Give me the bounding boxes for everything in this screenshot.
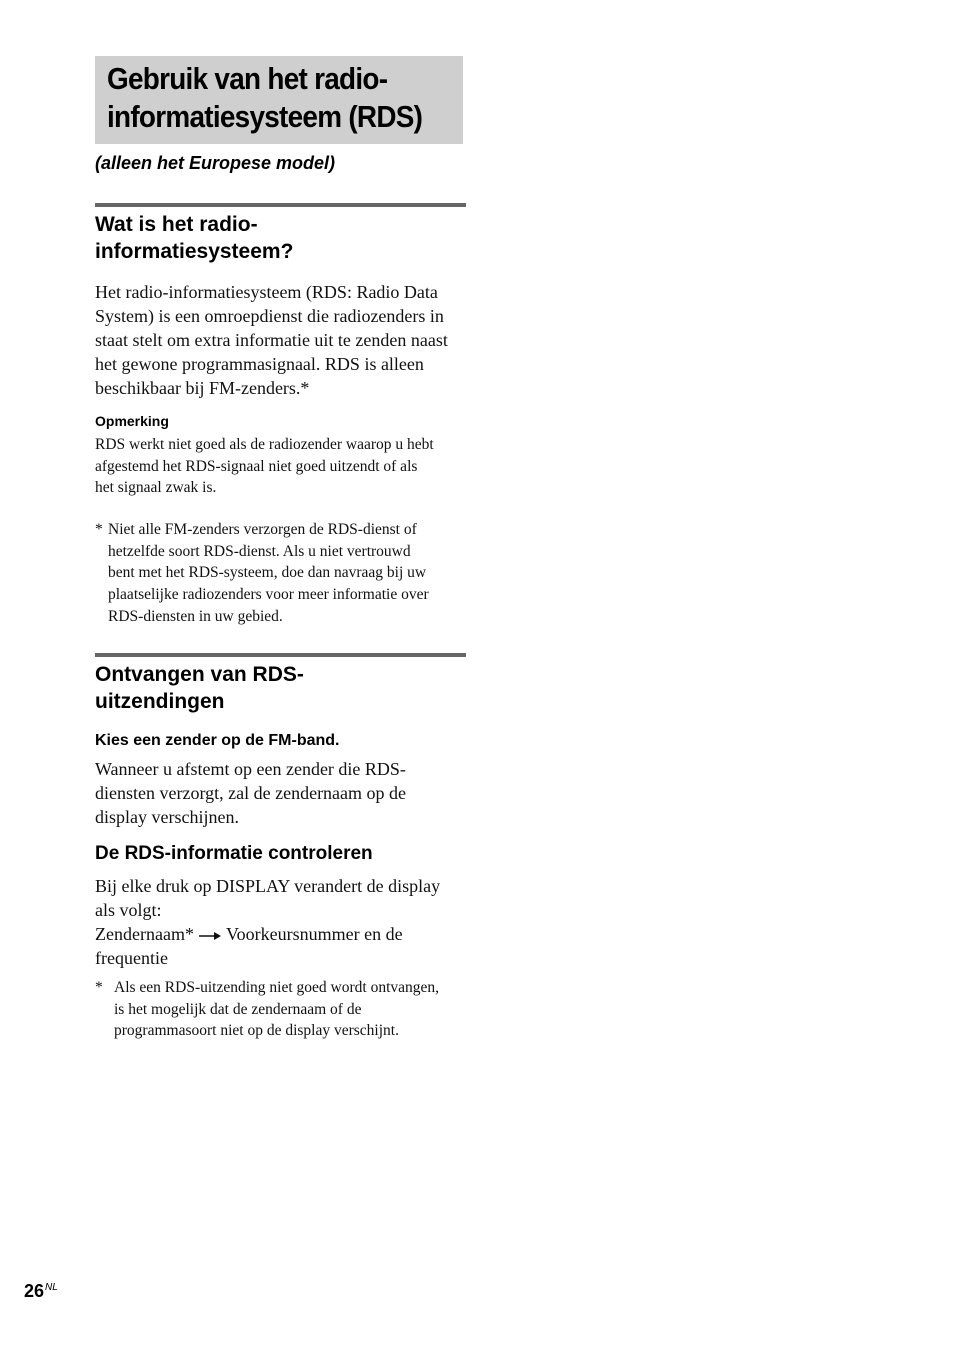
rds-description — [95, 280, 466, 400]
heading-line: Wat is het radio- — [95, 213, 258, 236]
page-title — [107, 60, 423, 136]
section-heading-receiving-rds — [95, 661, 466, 715]
text-line: System) is een omroepdienst die radiozenders in — [95, 306, 444, 326]
text-line: RDS werkt niet goed als de radiozender waarop u hebt — [95, 436, 434, 453]
text-line: het signaal zwak is. — [95, 479, 217, 497]
note-text — [95, 434, 466, 499]
text-line: diensten verzorgt, zal de zendernaam op de — [95, 783, 407, 803]
section-divider — [95, 203, 466, 207]
heading-line: Ontvangen van RDS- — [95, 663, 304, 686]
text-line: RDS-diensten in uw gebied. — [108, 607, 283, 625]
section-divider — [95, 653, 466, 657]
text-line: afgestemd het RDS-signaal niet goed uitzendt of als — [95, 457, 418, 475]
title-banner — [95, 56, 463, 144]
text-line: het gewone programmasignaal. RDS is alleen — [95, 354, 424, 374]
footnote-marker: * — [95, 521, 103, 538]
note-heading: Opmerking — [95, 413, 169, 429]
text-line: programmasoort niet op de display verschijnt. — [114, 1022, 399, 1040]
arrow-right-icon — [198, 931, 222, 941]
step-instruction: Kies een zender op de FM-band. — [95, 732, 340, 749]
section-heading-rds-info — [95, 211, 466, 265]
text-line: Wanneer u afstemt op een zender die RDS- — [95, 759, 406, 779]
text-line: frequentie — [95, 948, 168, 968]
text-line: als volgt: — [95, 900, 162, 920]
text-line: is het mogelijk dat de zendernaam of de — [114, 1000, 362, 1018]
text-line: Als een RDS-uitzending niet goed wordt ontvangen, — [114, 979, 440, 996]
page-subtitle: (alleen het Europese model) — [95, 153, 336, 173]
text-line: display verschijnen. — [95, 807, 239, 827]
heading-line: informatiesysteem? — [95, 240, 294, 263]
text-line: Niet alle FM-zenders verzorgen de RDS-dienst of — [108, 521, 417, 538]
sequence-item: Zendernaam* — [95, 924, 194, 944]
page-title-line: informatiesysteem (RDS) — [107, 99, 423, 134]
page-number-value: 26 — [24, 1281, 45, 1301]
text-line: Het radio-informatiesysteem (RDS: Radio Data — [95, 282, 438, 302]
tuning-description — [95, 757, 466, 829]
page-number — [24, 1281, 58, 1302]
footnote-marker: * — [95, 979, 103, 996]
page-title-line: Gebruik van het radio- — [107, 61, 388, 96]
text-line: beschikbaar bij FM-zenders.* — [95, 378, 310, 398]
page-language-code: NL — [45, 1282, 58, 1293]
heading-line: uitzendingen — [95, 690, 225, 713]
text-line: Bij elke druk op DISPLAY verandert de display — [95, 876, 441, 896]
sequence-item: Voorkeursnummer en de — [225, 924, 403, 944]
display-sequence — [95, 922, 466, 946]
display-description — [95, 874, 466, 970]
text-line: plaatselijke radiozenders voor meer informatie over — [108, 586, 429, 604]
text-line: hetzelfde soort RDS-dienst. Als u niet vertrouwd — [108, 542, 411, 560]
text-line: staat stelt om extra informatie uit te zenden naast — [95, 330, 448, 350]
text-line: bent met het RDS-systeem, doe dan navraag bij uw — [108, 564, 427, 582]
subheading-check-rds: De RDS-informatie controleren — [95, 843, 373, 864]
